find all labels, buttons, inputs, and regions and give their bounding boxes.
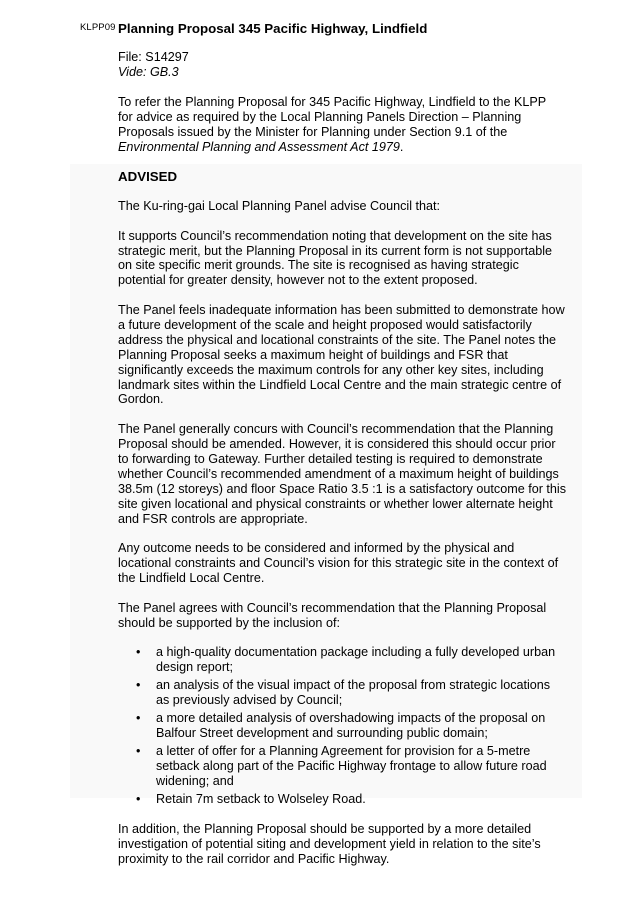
document-title: Planning Proposal 345 Pacific Highway, Lindfield — [118, 21, 428, 36]
list-item-text: Retain 7m setback to Wolseley Road. — [156, 792, 366, 807]
advice-paragraph-inadequate-info: The Panel feels inadequate information has been submitted to demonstrate how a future development of the scale and height proposed would satisfactorily address the physical and locational constraints of the site. The Panel notes the Planning Proposal seeks a maximum height of buildings and FSR that significantly exceeds the maximum controls for any other key sites, including landmark sites within the Lindfield Local Centre and the main strategic centre of Gordon. — [118, 303, 565, 407]
advice-paragraph-support: It supports Council’s recommendation noting that development on the site has strategic merit, but the Planning Proposal in its current form is not supportable on site specific merit grounds. The site is recognised as having strategic potential for greater density, however not to the extent proposed. — [118, 228, 552, 288]
bullet-icon: • — [136, 645, 141, 660]
list-item-text: a letter of offer for a Planning Agreement for provision for a 5-metre setback along part of the Pacific Highway frontage to allow future road widening; and — [156, 744, 547, 789]
purpose-paragraph — [118, 95, 563, 155]
file-reference-block — [118, 50, 189, 80]
act-name: Environmental Planning and Assessment Act 1979 — [118, 140, 400, 155]
list-item-text: a high-quality documentation package including a fully developed urban design report; — [156, 645, 556, 675]
list-item — [118, 645, 566, 675]
list-item-text: an analysis of the visual impact of the proposal from strategic locations as previously advised by Council; — [156, 678, 551, 708]
advice-intro: The Ku-ring-gai Local Planning Panel advise Council that: — [118, 198, 441, 213]
bullet-icon: • — [136, 792, 141, 807]
purpose-end: . — [399, 140, 404, 155]
bullet-icon: • — [136, 678, 141, 693]
advice-paragraph-concurs: The Panel generally concurs with Council’s recommendation that the Planning Proposal should be amended. However, it is considered this should occur prior to forwarding to Gateway. Further detailed testing is required to demonstrate whether Council’s recommended amendment of a maximum height of buildings 38.5m (12 storeys) and floor Space Ratio 3.5 :1 is a satisfactory outcome for this site given locational and physical constraints or whether lower alternate height and FSR controls are appropriate. — [118, 422, 566, 526]
bullet-icon: • — [136, 744, 141, 759]
advised-section — [70, 164, 582, 866]
advice-paragraph-agrees: The Panel agrees with Council’s recommendation that the Planning Proposal should be supported by the inclusion of: — [118, 600, 547, 630]
list-item — [118, 678, 566, 708]
advice-closing-paragraph: In addition, the Planning Proposal should be supported by a more detailed investigation of potential siting and development yield in relation to the site’s proximity to the rail corridor and Pacific Highway. — [118, 822, 541, 866]
list-item — [118, 792, 566, 807]
list-item-text: a more detailed analysis of overshadowing impacts of the proposal on Balfour Street development and surrounding public domain; — [156, 711, 546, 741]
bullet-icon: • — [136, 711, 141, 726]
advised-content — [118, 170, 566, 882]
inclusion-list — [118, 645, 566, 807]
list-item — [118, 711, 566, 741]
file-number: File: S14297 — [118, 50, 189, 64]
list-item — [118, 744, 566, 789]
item-reference-code: KLPP09 — [80, 22, 116, 33]
advised-heading: ADVISED — [118, 169, 178, 184]
advice-paragraph-outcome: Any outcome needs to be considered and informed by the physical and locational constraints and Council’s vision for this strategic site in the context of the Lindfield Local Centre. — [118, 541, 559, 586]
purpose-text: To refer the Planning Proposal for 345 Pacific Highway, Lindfield to the KLPP for advice as required by the Local Planning Panels Direction – Planning Proposals issued by the Minister for Planning under Section 9.1 of the — [118, 95, 546, 140]
vide-reference: Vide: GB.3 — [118, 65, 179, 79]
